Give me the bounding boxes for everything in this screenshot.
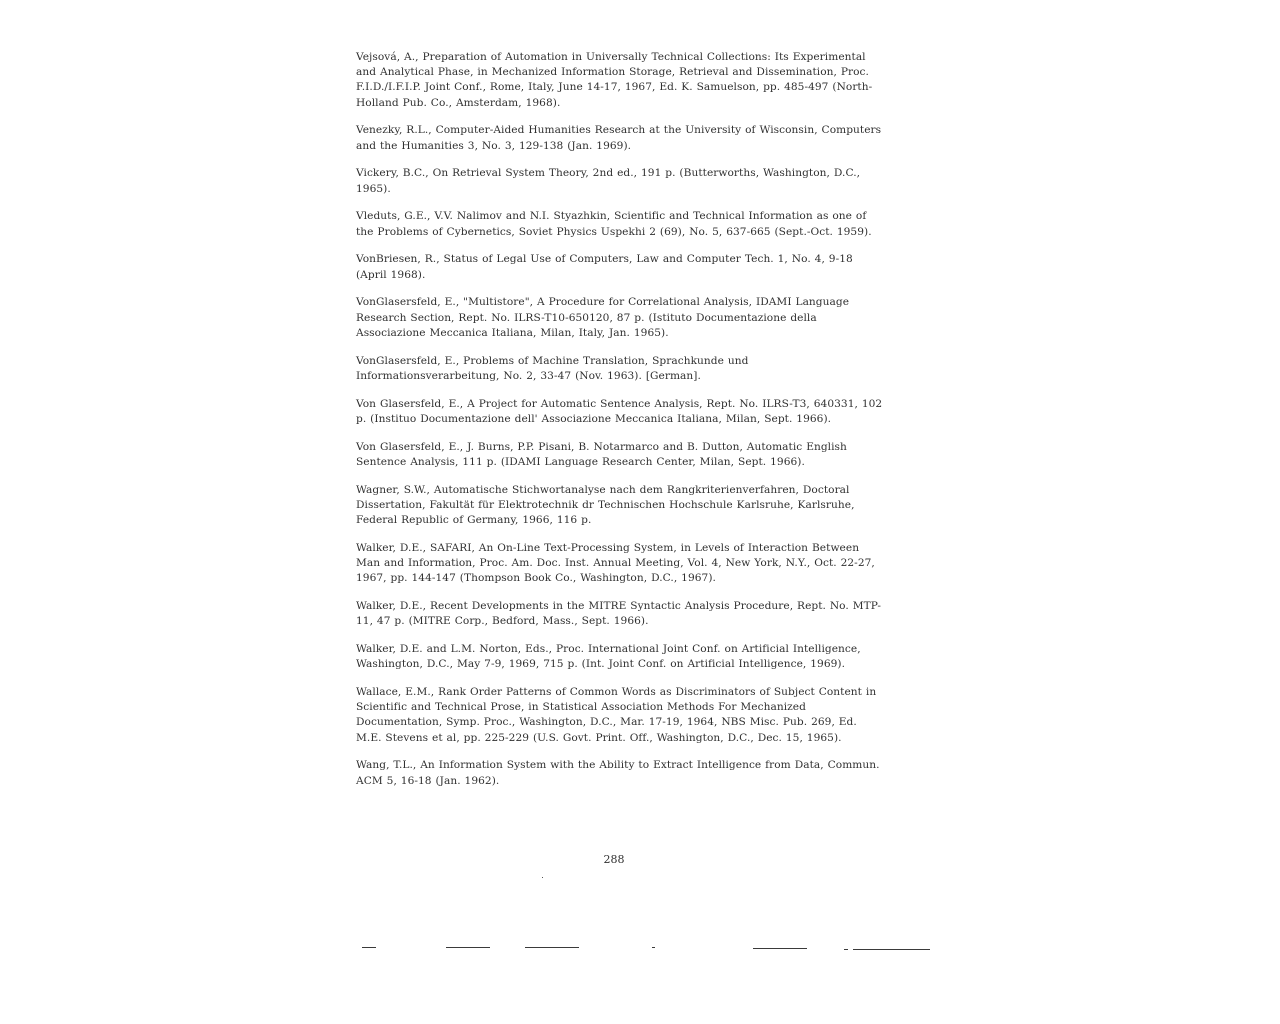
reference-wagner: Wagner, S.W., Automatische Stichwortanalyse nach dem Rangkriterienverfahren, Doctoral Dissertation, Fakultät für Elektrotechnik dr Technischen Hochschule Karlsruhe, Karlsruhe, Federal Republic of Germany, 1966, 116 p.: [356, 483, 855, 527]
scan-rule: [844, 949, 848, 950]
scan-rule: [525, 947, 579, 948]
reference-walker-norton: Walker, D.E. and L.M. Norton, Eds., Proc. International Joint Conf. on Artificial Intelligence, Washington, D.C., May 7-9, 1969, 715 p. (Int. Joint Conf. on Artificial Intelligence, 1969).: [356, 643, 861, 671]
reference-vickery: Vickery, B.C., On Retrieval System Theory, 2nd ed., 191 p. (Butterworths, Washington, D.C., 1965).: [356, 167, 861, 195]
reference-wang: Wang, T.L., An Information System with the Ability to Extract Intelligence from Data, Commun. ACM 5, 16-18 (Jan. 1962).: [356, 759, 880, 787]
reference-von-glasersfeld-english: Von Glasersfeld, E., J. Burns, P.P. Pisani, B. Notarmarco and B. Dutton, Automatic English Sentence Analysis, 111 p. (IDAMI Language Research Center, Milan, Sept. 1966).: [356, 440, 847, 468]
reference-venezky: Venezky, R.L., Computer-Aided Humanities Research at the University of Wisconsin, Computers and the Humanities 3, No. 3, 129-138 (Jan. 1969).: [356, 124, 882, 152]
reference-von-glasersfeld-sentence-analysis: Von Glasersfeld, E., A Project for Automatic Sentence Analysis, Rept. No. ILRS-T3, 640331, 102 p. (Instituo Documentazione dell' Associazione Meccanica Italiana, Milan, Sept. 1966).: [356, 397, 883, 425]
scan-rule: [446, 947, 490, 948]
reference-vleduts: Vleduts, G.E., V.V. Nalimov and N.I. Styazhkin, Scientific and Technical Information as one of the Problems of Cybernetics, Soviet Physics Uspekhi 2 (69), No. 5, 637-665 (Sept.-Oct. 1959).: [356, 210, 872, 238]
reference-vejsova: Vejsová, A., Preparation of Automation in Universally Technical Collections: Its Experimental and Analytical Phase, in Mechanized Information Storage, Retrieval and Dissemination, Proc. F.I.D./I.F.I.P. Joint Conf., Rome, Italy, June 14-17, 1967, Ed. K. Samuelson, pp. 485-497 (North-Holland Pub. Co., Amsterdam, 1968).: [356, 51, 873, 109]
scan-rule: [652, 947, 655, 948]
scan-rule: [362, 947, 376, 948]
reference-walker-mitre: Walker, D.E., Recent Developments in the MITRE Syntactic Analysis Procedure, Rept. No. MTP-11, 47 p. (MITRE Corp., Bedford, Mass., Sept. 1966).: [356, 600, 882, 628]
reference-vonbriesen: VonBriesen, R., Status of Legal Use of Computers, Law and Computer Tech. 1, No. 4, 9-18 (April 1968).: [356, 253, 853, 281]
reference-walker-safari: Walker, D.E., SAFARI, An On-Line Text-Processing System, in Levels of Interaction Between Man and Information, Proc. Am. Doc. Inst. Annual Meeting, Vol. 4, New York, N.Y., Oct. 22-27, 1967, pp. 144-147 (Thompson Book Co., Washington, D.C., 1967).: [356, 541, 875, 585]
reference-wallace: Wallace, E.M., Rank Order Patterns of Common Words as Discriminators of Subject Content in Scientific and Technical Prose, in Statistical Association Methods For Mechanized Documentation, Symp. Proc., Washington, D.C., Mar. 17-19, 1964, NBS Misc. Pub. 269, Ed. M.E. Stevens et al, pp. 225-229 (U.S. Govt. Print. Off., Washington, D.C., Dec. 15, 1965).: [356, 686, 877, 744]
scan-speck: [542, 877, 543, 878]
reference-vonglasersfeld-machine-translation: VonGlasersfeld, E., Problems of Machine Translation, Sprachkunde und Informationsverarbeitung, No. 2, 33-47 (Nov. 1963). [German].: [356, 354, 749, 382]
scan-rule: [753, 948, 807, 949]
scan-rule: [853, 949, 930, 950]
page-number: 288: [603, 853, 625, 866]
reference-vonglasersfeld-multistore: VonGlasersfeld, E., "Multistore", A Procedure for Correlational Analysis, IDAMI Language Research Section, Rept. No. ILRS-T10-650120, 87 p. (Istituto Documentazione della Associazione Meccanica Italiana, Milan, Italy, Jan. 1965).: [356, 296, 850, 339]
reference-list: [356, 50, 886, 801]
